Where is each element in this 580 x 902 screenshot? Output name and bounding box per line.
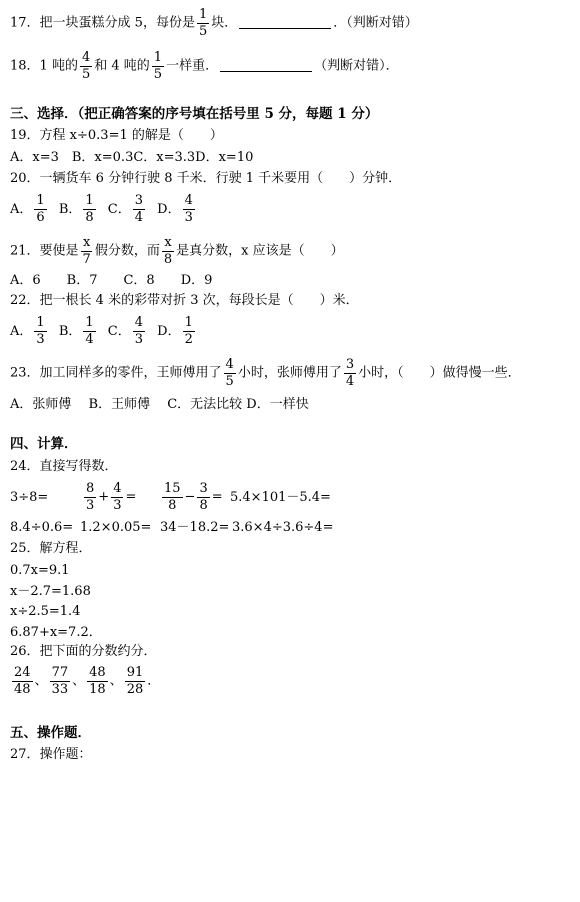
q23-fraction-1: $\frac{4}{5}$ — [225, 357, 234, 389]
q23-options: A．张师傅 B．王师傅 C．无法比较 D．一样快 — [10, 397, 309, 412]
q17-fraction: $\frac{1}{5}$ — [198, 7, 208, 39]
q25-equation-4: 6.87+x=7.2． — [10, 625, 102, 640]
q21-fraction-2: $\frac{x}{8}$ — [163, 235, 173, 267]
q24-expr-1: 3÷8= — [10, 489, 49, 505]
q24-expr-5: 8.4÷0.6= — [10, 520, 74, 535]
q20-option-c[interactable]: C． $\frac{3}{4}$ — [107, 193, 144, 225]
section-5-heading: 五、操作题． — [10, 725, 91, 741]
q26-fractions: $\frac{24}{48}$ 、 $\frac{77}{33}$ 、 $\frac{48}{18}$ 、 $\frac{91}{28}$ ． — [14, 665, 161, 697]
question-17: 17．把一块蛋糕分成 5，每份是 $\frac{1}{5}$ 块． ．（判断对错） — [10, 7, 418, 39]
q26-fraction-2: $\frac{77}{33}$ — [51, 665, 69, 697]
q24-expr-7: 34－18.2= — [160, 520, 230, 535]
q24-expr-3: $\frac{15}{8}$ − $\frac{3}{8}$ = — [164, 481, 223, 513]
section-4-heading: 四、计算． — [10, 436, 78, 452]
q20-option-d[interactable]: D． $\frac{4}{3}$ — [157, 193, 193, 225]
q24-stem: 24．直接写得数． — [10, 459, 118, 474]
q27-stem: 27．操作题： — [10, 747, 92, 762]
q22-option-c[interactable]: C． $\frac{4}{3}$ — [107, 315, 144, 347]
q22-option-d[interactable]: D． $\frac{1}{2}$ — [157, 315, 193, 347]
q22-stem: 22．把一根长 4 米的彩带对折 3 次，每段长是（ ）米． — [10, 293, 359, 308]
answer-blank-18[interactable] — [220, 71, 312, 72]
q24-expr-6: 1.2×0.05= — [80, 520, 152, 535]
section-3-heading: 三、选择．（把正确答案的序号填在括号里 5 分，每题 1 分） — [10, 106, 379, 122]
q26-fraction-1: $\frac{24}{48}$ — [14, 665, 31, 697]
q19-options: A．x=3 B．x=0.3C．x=3.3D．x=10 — [10, 150, 254, 165]
q24-expr-8: 3.6×4÷3.6÷4= — [232, 520, 334, 535]
q22-option-b[interactable]: B． $\frac{1}{4}$ — [58, 315, 94, 347]
q17-lead: 17．把一块蛋糕分成 5，每份是 — [10, 15, 195, 31]
q22-options — [10, 316, 203, 346]
q20-option-a[interactable]: A． $\frac{1}{6}$ — [10, 193, 45, 225]
q25-equation-1: 0.7x=9.1 — [10, 563, 70, 578]
q26-fraction-3: $\frac{48}{18}$ — [89, 665, 106, 697]
q20-options — [10, 194, 203, 224]
q21-fraction-1: $\frac{x}{7}$ — [82, 235, 91, 267]
q23-stem: 23．加工同样多的零件，王师傅用了 $\frac{4}{5}$ 小时，张师傅用了 $\frac{3}{4}$ 小时，（ ）做得慢一些． — [10, 357, 521, 389]
q18-fraction-2: $\frac{1}{5}$ — [153, 50, 163, 82]
answer-blank-17[interactable] — [239, 28, 331, 29]
q26-fraction-4: $\frac{91}{28}$ — [126, 665, 144, 697]
q21-options: A．6 B．7 C．8 D．9 — [10, 273, 213, 288]
q26-stem: 26．把下面的分数约分． — [10, 644, 157, 659]
q24-row-1 — [10, 482, 331, 512]
question-18: 18．1 吨的 $\frac{4}{5}$ 和 4 吨的 $\frac{1}{5}$ 一样重． （判断对错）． — [10, 50, 399, 82]
q19-stem: 19．方程 x÷0.3=1 的解是（ ） — [10, 128, 223, 143]
q24-row-2 — [10, 521, 333, 534]
q24-expr-2: $\frac{8}{3}$ + $\frac{4}{3}$ = — [86, 481, 137, 513]
q20-option-b[interactable]: B． $\frac{1}{8}$ — [58, 193, 94, 225]
q22-option-a[interactable]: A． $\frac{1}{3}$ — [10, 315, 45, 347]
q23-fraction-2: $\frac{3}{4}$ — [345, 357, 355, 389]
q25-equation-3: x÷2.5=1.4 — [10, 604, 81, 619]
q18-fraction-1: $\frac{4}{5}$ — [81, 50, 91, 82]
q21-stem: 21．要使是 $\frac{x}{7}$ 假分数，而 $\frac{x}{8}$ 是真分数，x 应该是（ ） — [10, 235, 344, 267]
q25-stem: 25．解方程． — [10, 541, 92, 556]
q25-equation-2: x－2.7=1.68 — [10, 584, 91, 599]
q20-stem: 20．一辆货车 6 分钟行驶 8 千米．行驶 1 千米要用（ ）分钟． — [10, 171, 402, 186]
q24-expr-4: 5.4×101－5.4= — [230, 489, 331, 505]
